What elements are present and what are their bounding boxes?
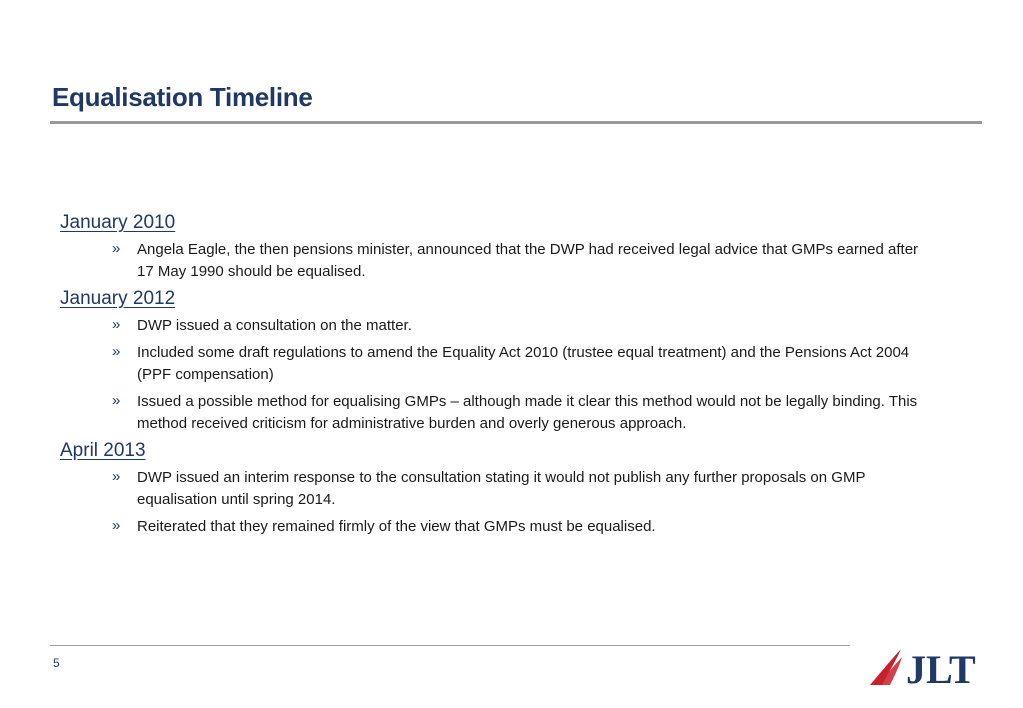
bullet-list — [60, 467, 920, 538]
page-title: Equalisation Timeline — [52, 82, 313, 112]
list-item — [112, 467, 920, 511]
timeline-section — [60, 288, 920, 435]
bullet-list — [60, 239, 920, 283]
bullet-chevron-icon: » — [112, 343, 121, 360]
list-item — [112, 516, 920, 538]
title-divider — [50, 121, 982, 124]
bullet-text: Reiterated that they remained firmly of the view that GMPs must be equalised. — [137, 518, 656, 535]
bullet-list — [60, 315, 920, 435]
bullet-chevron-icon: » — [112, 517, 121, 534]
jlt-logo — [868, 645, 986, 691]
bullet-chevron-icon: » — [112, 468, 121, 485]
section-heading: April 2013 — [60, 440, 146, 461]
footer-divider — [50, 645, 850, 646]
bullet-text: DWP issued a consultation on the matter. — [137, 317, 412, 334]
section-heading: January 2010 — [60, 212, 176, 233]
jlt-logo-text: JLT — [906, 647, 976, 691]
timeline-section — [60, 440, 920, 538]
section-heading: January 2012 — [60, 288, 176, 309]
timeline-section — [60, 212, 920, 283]
bullet-text: Angela Eagle, the then pensions minister, announced that the DWP had received legal advice that GMPs earned after 17 May 1990 should be equalised. — [137, 241, 919, 280]
timeline-content — [60, 212, 920, 543]
list-item — [112, 391, 920, 435]
bullet-chevron-icon: » — [112, 240, 121, 257]
bullet-text: Issued a possible method for equalising GMPs – although made it clear this method would not be legally binding. This method received criticism for administrative burden and overly generous approach. — [137, 393, 918, 432]
list-item — [112, 342, 920, 386]
bullet-text: Included some draft regulations to amend the Equality Act 2010 (trustee equal treatment) and the Pensions Act 2004 (PPF compensation) — [137, 344, 910, 383]
bullet-text: DWP issued an interim response to the consultation stating it would not publish any further proposals on GMP equalisation until spring 2014. — [137, 469, 866, 508]
list-item — [112, 239, 920, 283]
page-number: 5 — [53, 656, 60, 670]
bullet-chevron-icon: » — [112, 316, 121, 333]
jlt-logo-icon — [868, 645, 986, 691]
list-item — [112, 315, 920, 337]
bullet-chevron-icon: » — [112, 392, 121, 409]
